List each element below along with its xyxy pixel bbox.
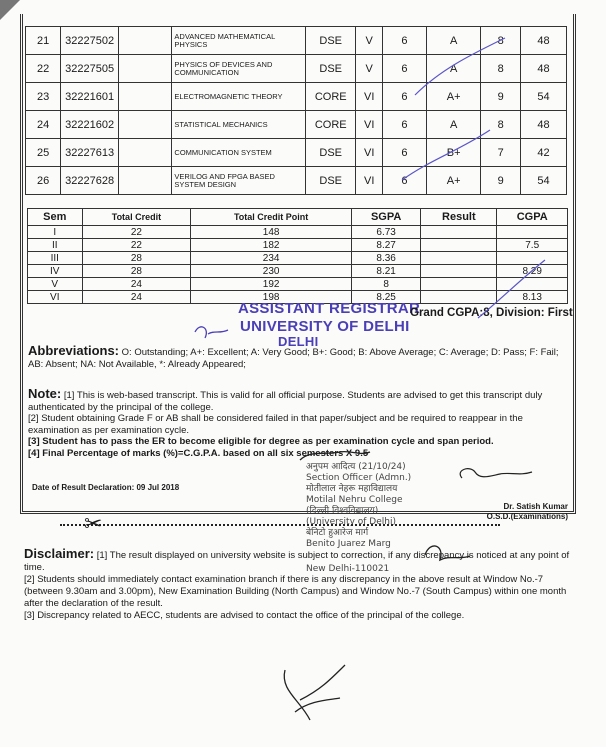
disclaimer-3: [3] Discrepancy related to AECC, students are advised to contact the office of the principal of the college. (24, 610, 465, 621)
course-sno: 26 (26, 167, 61, 195)
course-name: PHYSICS OF DEVICES AND COMMUNICATION (172, 55, 306, 83)
course-sno: 25 (26, 139, 61, 167)
course-sno: 23 (26, 83, 61, 111)
course-total: 48 (520, 27, 566, 55)
officer-stamp-line: अनुपम आदित्य (21/10/24) (306, 462, 406, 472)
sem-result (421, 252, 497, 265)
course-grade-point: 9 (481, 167, 521, 195)
officer-stamp-line: मोतीलाल नेहरू महाविद्यालय (306, 484, 398, 494)
course-credit: 6 (383, 167, 427, 195)
course-total: 42 (520, 139, 566, 167)
course-sno: 24 (26, 111, 61, 139)
course-blank (118, 83, 171, 111)
course-type: DSE (306, 27, 356, 55)
course-name: ELECTROMAGNETIC THEORY (172, 83, 306, 111)
col-result: Result (421, 209, 497, 226)
course-grade: A (426, 111, 481, 139)
sem-result (421, 291, 497, 304)
sem-sgpa: 8.27 (351, 239, 420, 252)
course-row (26, 111, 567, 139)
sem-cgpa (497, 278, 568, 291)
signatory-block (487, 502, 568, 522)
course-semester: V (356, 55, 383, 83)
sem-sgpa: 8.36 (351, 252, 420, 265)
col-sem: Sem (28, 209, 83, 226)
col-sgpa: SGPA (351, 209, 420, 226)
course-total: 54 (520, 83, 566, 111)
course-sno: 22 (26, 55, 61, 83)
course-type: CORE (306, 83, 356, 111)
signatory-name: Dr. Satish Kumar (503, 502, 568, 511)
course-table (25, 26, 567, 195)
officer-stamp-line: (University of Delhi) (306, 517, 396, 527)
signatory-title: O.S.D.(Examinations) (486, 512, 568, 521)
semester-row (28, 278, 568, 291)
sem-number: V (28, 278, 83, 291)
course-grade: A (426, 55, 481, 83)
grand-cgpa: Grand CGPA:8, Division: First (410, 307, 573, 319)
course-name: STATISTICAL MECHANICS (172, 111, 306, 139)
course-blank (118, 139, 171, 167)
sem-sgpa: 8.25 (351, 291, 420, 304)
course-grade: A+ (426, 83, 481, 111)
disclaimer-2: [2] Students should immediately contact examination branch if there is any discrepancy in the above result at Window No.-7 (between 9.30am and 3.00pm), New Examination Building (North Campus) and Window No.-7 (South Campus) within one month after the declaration of the result. (24, 574, 567, 609)
sem-total-credit-point: 198 (191, 291, 352, 304)
course-total: 48 (520, 111, 566, 139)
sem-cgpa (497, 226, 568, 239)
sem-sgpa: 8.21 (351, 265, 420, 278)
col-total-credit-point: Total Credit Point (191, 209, 352, 226)
course-blank (118, 55, 171, 83)
course-total: 48 (520, 55, 566, 83)
sem-total-credit-point: 148 (191, 226, 352, 239)
semester-row (28, 265, 568, 278)
course-code: 32227502 (61, 27, 119, 55)
course-grade-point: 8 (481, 27, 521, 55)
cut-line (60, 524, 500, 526)
officer-stamp-line: (दिल्ली विश्वविद्यालय) (306, 506, 379, 516)
officer-stamp-line: Benito Juarez Marg (306, 539, 391, 549)
note-3: [3] Student has to pass the ER to become eligible for degree as per examination cycle and span period. (28, 436, 494, 447)
sem-total-credit-point: 192 (191, 278, 352, 291)
col-cgpa: CGPA (497, 209, 568, 226)
course-total: 54 (520, 167, 566, 195)
course-credit: 6 (383, 83, 427, 111)
notes (28, 388, 573, 459)
registrar-stamp-line1: ASSISTANT REGISTRAR (238, 300, 421, 317)
sem-cgpa: 7.5 (497, 239, 568, 252)
disclaimer (24, 548, 584, 622)
course-row (26, 27, 567, 55)
registrar-stamp-line3: DELHI (278, 334, 319, 349)
course-code: 32227505 (61, 55, 119, 83)
semester-header-row (28, 209, 568, 226)
result-declaration-date: Date of Result Declaration: 09 Jul 2018 (32, 483, 180, 492)
course-type: CORE (306, 111, 356, 139)
sem-result (421, 239, 497, 252)
sem-cgpa: 8.13 (497, 291, 568, 304)
note-heading: Note: (28, 386, 62, 401)
course-grade-point: 8 (481, 55, 521, 83)
course-semester: VI (356, 111, 383, 139)
course-grade: A+ (426, 167, 481, 195)
sem-total-credit: 24 (82, 291, 191, 304)
course-credit: 6 (383, 111, 427, 139)
col-total-credit: Total Credit (82, 209, 191, 226)
sem-sgpa: 8 (351, 278, 420, 291)
course-grade-point: 8 (481, 111, 521, 139)
course-row (26, 83, 567, 111)
sem-number: III (28, 252, 83, 265)
course-semester: VI (356, 167, 383, 195)
course-blank (118, 27, 171, 55)
semester-row (28, 226, 568, 239)
course-semester: V (356, 27, 383, 55)
sem-result (421, 278, 497, 291)
course-name: ADVANCED MATHEMATICAL PHYSICS (172, 27, 306, 55)
abbreviations (28, 345, 573, 371)
course-row (26, 55, 567, 83)
bottom-signature (284, 665, 345, 720)
sem-number: VI (28, 291, 83, 304)
course-credit: 6 (383, 27, 427, 55)
officer-stamp-line: Motilal Nehru College (306, 495, 403, 505)
sem-total-credit-point: 234 (191, 252, 352, 265)
sem-cgpa (497, 252, 568, 265)
disclaimer-heading: Disclaimer: (24, 546, 95, 561)
abbreviations-heading: Abbreviations: (28, 343, 120, 358)
page-corner-fold (0, 0, 20, 20)
note-4: [4] Final Percentage of marks (%)=C.G.P.A. based on all six semesters X 9.5 (28, 447, 369, 459)
course-sno: 21 (26, 27, 61, 55)
sem-number: I (28, 226, 83, 239)
sem-total-credit: 22 (82, 239, 191, 252)
course-code: 32227613 (61, 139, 119, 167)
course-blank (118, 111, 171, 139)
course-code: 32221601 (61, 83, 119, 111)
course-type: DSE (306, 55, 356, 83)
officer-stamp-line: New Delhi-110021 (306, 564, 390, 574)
officer-stamp-line: बेनिटो हुआरेज मार्ग (306, 528, 369, 538)
sem-number: IV (28, 265, 83, 278)
officer-stamp-line: Section Officer (Admn.) (306, 473, 412, 483)
course-blank (118, 167, 171, 195)
sem-number: II (28, 239, 83, 252)
course-grade: A (426, 27, 481, 55)
course-credit: 6 (383, 139, 427, 167)
course-code: 32221602 (61, 111, 119, 139)
course-grade-point: 7 (481, 139, 521, 167)
semester-row (28, 239, 568, 252)
registrar-stamp-line2: UNIVERSITY OF DELHI (240, 318, 410, 335)
course-type: DSE (306, 167, 356, 195)
sem-total-credit: 22 (82, 226, 191, 239)
semester-row (28, 252, 568, 265)
sem-sgpa: 6.73 (351, 226, 420, 239)
note-1: [1] This is web-based transcript. This is valid for all official purpose. Students are advised to get this transcript duly authenticated by the principal of the college. (28, 390, 543, 413)
sem-total-credit: 28 (82, 252, 191, 265)
sem-total-credit: 24 (82, 278, 191, 291)
sem-total-credit: 28 (82, 265, 191, 278)
abbreviations-text: O: Outstanding; A+: Excellent; A: Very Good; B+: Good; B: Above Average; C: Average; D: Pass; F: Fail; AB: Absent; NA: Not Available, *: Already Appeared; (28, 347, 559, 370)
disclaimer-1: [1] The result displayed on university website is subject to correction, if any discrepancy is noticed at any point of time. (24, 550, 570, 573)
semester-summary-table (27, 208, 568, 304)
scissors-icon: ✂ (84, 511, 103, 536)
course-name: COMMUNICATION SYSTEM (172, 139, 306, 167)
course-semester: VI (356, 139, 383, 167)
course-grade: B+ (426, 139, 481, 167)
course-row (26, 167, 567, 195)
course-credit: 6 (383, 55, 427, 83)
course-code: 32227628 (61, 167, 119, 195)
sem-total-credit-point: 230 (191, 265, 352, 278)
sem-result (421, 265, 497, 278)
course-semester: VI (356, 83, 383, 111)
sem-cgpa: 8.29 (497, 265, 568, 278)
course-type: DSE (306, 139, 356, 167)
course-grade-point: 9 (481, 83, 521, 111)
course-name: VERILOG AND FPGA BASED SYSTEM DESIGN (172, 167, 306, 195)
course-row (26, 139, 567, 167)
sem-total-credit-point: 182 (191, 239, 352, 252)
sem-result (421, 226, 497, 239)
note-2: [2] Student obtaining Grade F or AB shall be considered failed in that paper/subject and be required to reappear in the examination as per examination cycle. (28, 413, 523, 436)
